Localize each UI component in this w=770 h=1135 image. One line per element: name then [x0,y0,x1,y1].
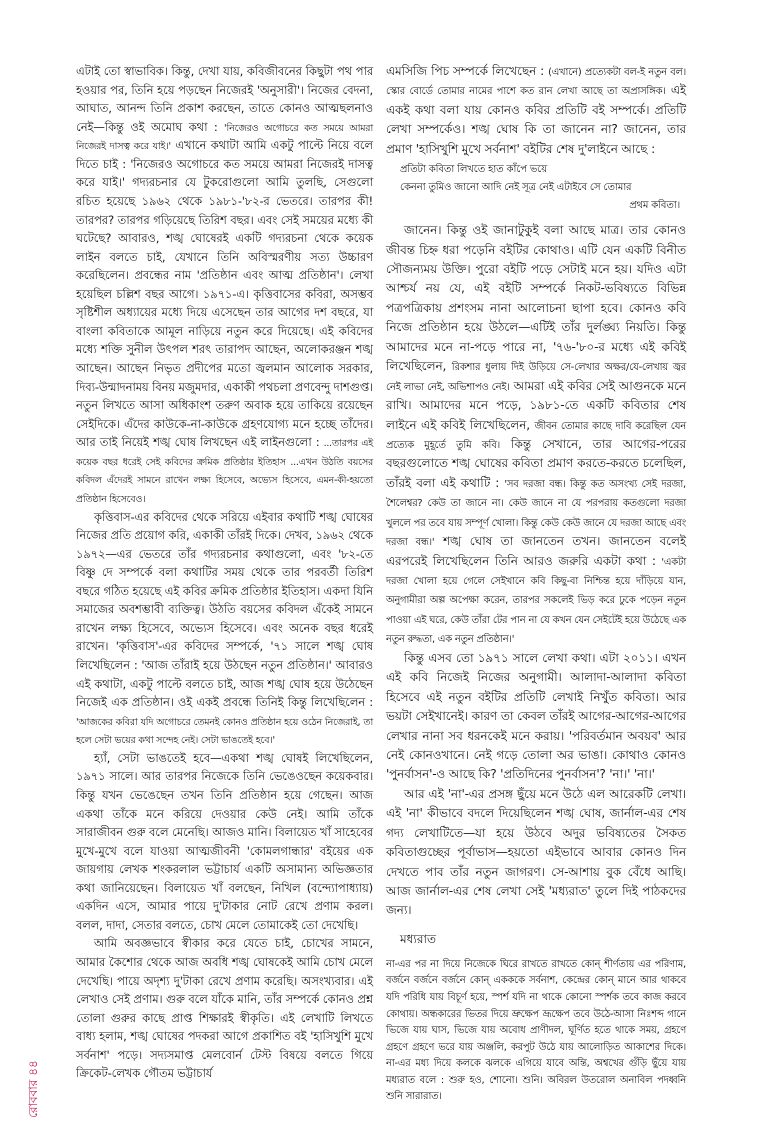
right-p1-continued: এই একই কথা বলা যায় কোনও কবির প্রতিটি বই সম্পর্কে। প্রতিটি লেখা সম্পর্কেও। শঙ্খ ঘোষ কি তা জানেন না? জানেন, তার প্রমাণ 'হাসিখুশি মুখে সর্বনাশ' বইটির শেষ দু'লাইনে আছে : [386,83,686,156]
left-p1-quote: 'নিজেরও অগোচরে কত সময়ে আমরা নিজেরই দাসত্ব করে যাই।' [76,122,373,153]
right-p2-text: জানেন। কিন্তু ওই জানাটুকুই বলা আছে মাত্র। তার কোনও জীবন্ত চিহ্ন ধরা পড়েনি বইটির কোথাও। এটি যেন একটি বিনীত সৌজন্যময় উক্তি। পুরো বইটি পড়ে সেটাই মনে হয়। যদিও এটা আশ্চর্য নয় যে, এই বইটি সম্পর্কে নিকট-ভবিষ্যতে বিভিন্ন পত্রপত্রিকায় প্রশংসম নানা আলোচনা ছাপা হবে। কোনও কবি নিজে প্রতিষ্ঠান হয়ে উঠলে—এটিই তাঁর দুর্লঙ্ঘ্য নিয়তি। কিন্তু আমাদের মনে না-পড়ে পারে না, '৭৬-'৮০-র মধ্যে এই কবিই লিখেছিলেন, [386,223,686,374]
right-p2-continued-2: কিন্তু সেখানে, তার আগের-পরের বছরগুলোতে শঙ্খ ঘোষের কবিতা প্রমাণ করতে-করতে চলেছিল, তাঁরই বলা এই কথাটি : [386,436,686,490]
left-p2-text: কৃত্তিবাস-এর কবিদের থেকে সরিয়ে এইবার কথাটি শঙ্খ ঘোষের নিজের প্রতি প্রয়োগ করি, একাকী তাঁরই দিকে। দেখব, ১৯৬২ থেকে ১৯৭২—এর ভেতরে তাঁর গদ্যরচনার কথাগুলো, এবং '৮২-তে বিষ্ণু দে সম্পর্কে বলা কথাটির সময় থেকে তার পরবর্তী তিরিশ বছরে গঠিত হয়েছে এই কবির ক্রমিক প্রতিষ্ঠার ইতিহাস। একদা যিনি সমাজের অবশম্ভাবী ব্যক্তিত্ব। উঠতি বয়সের কবিদল এঁকেই সামনে রাখেন লক্ষ্য হিসেবে, অভ্যেস হিসেবে। এবং অনেক বছর ধরেই রাখেন। 'কৃত্তিবাস'-এর কবিদের সম্পর্কে, '৭১ সালে শঙ্খ ঘোষ লিখেছিলেন : 'আজ তাঁরাই হয়ে উঠছেন নতুন প্রতিষ্ঠান।' আবারও এই কথাটা, একটু পাল্টে বলতে চাই, আজ শঙ্খ ঘোষ হয়ে উঠেছেন নিজেই এক প্রতিষ্ঠান। ওই একই প্রবন্ধে তিনিই কিন্তু লিখেছিলেন : [76,509,373,710]
right-paragraph-2 [386,221,686,649]
right-p2-quote-2: জীবন তোমার কাছে দাবি করেছিল যেন প্রত্যেক মুহূর্তে তুমি কবি। [386,420,686,451]
folio-label: রোববার ৪৪ [26,1060,40,1118]
right-p2-quote: রিকশার ধুলায় দিই উড়িয়ে সে-লেখার অক্ষর/যে-লেখায় জ্বর নেই লাভা নেই, অভিশাপও নেই। [386,362,686,393]
quoted-verse [400,161,686,215]
right-p2-quote-4: 'একটা দরজা খোলা হয়ে গেলে সেইখানে কবি কিছু-বা নিশ্চিন্ত হয়ে দাঁড়িয়ে যান, অনুগামীরা অল্প অপেক্ষা করেন, তারপর সকলেই ভিড় করে ঢুকে পড়েন নতুন পাওয়া এই ঘরে, কেউ তাঁরা টের পান না যে কখন যেন সেইটেই হয়ে উঠেছে এক নতুন রুদ্ধতা, এক নতুন প্রতিষ্ঠান।' [386,556,686,646]
left-paragraph-4: আমি অবজ্ঞভাবে স্বীকার করে যেতে চাই, চোখের সামনে, আমার কৈশোর থেকে আজ অবধি শঙ্খ ঘোষকেই আমি চোখ মেলে দেখেছি। পায়ে অদৃশ্য দু'টাকা রেখে প্রণাম করেছি। অসংখ্যবার। এই লেখাও সেই প্রণাম। গুরু বলে যাঁকে মানি, তাঁর সম্পর্কে কোনও প্রশ্ন তোলা গুরুর কাছে প্রাপ্ত শিক্ষারই স্বীকৃতি। এই লেখাটি লিখতে বাধ্য হলাম, শঙ্খ ঘোষের পদকরা আগে প্রকাশিত বই 'হাসিখুশি মুখে সর্বনাশ' পড়ে। সদ্যসমাপ্ত মেলবোর্ন টেস্ট বিষয়ে বলতে গিয়ে ক্রিকেট-লেখক গৌতম ভট্টাচার্য [76,936,373,1081]
right-paragraph-1 [386,62,686,159]
left-column [76,62,373,1083]
right-p2-continued-3: শঙ্খ ঘোষ তা জানতেন তখন। জানতেন বলেই এরপরেই লিখেছিলেন তিনি আরও জরুরি একটা কথা : [386,534,687,568]
poem-heading: মধ্যরাত [400,931,436,946]
right-p1-quote: (এখানে) প্রত্যেকটা বল-ই নতুন বল। স্কোর বোর্ডে তোমার নামের পাশে কত রান লেখা আছে তা অপ্রাসঙ্গিক। [386,67,686,98]
left-paragraph-2 [76,508,373,749]
page-folio [22,1040,42,1120]
folio-svg [22,1040,42,1120]
right-paragraph-3: কিন্তু এসব তো ১৯৭১ সালে লেখা কথা। এটা ২০১১। এখন এই কবি নিজেই নিজের অনুগামী। আলাদা-আলাদা কবিতা হিসেবে এই নতুন বইটির প্রতিটি লেখাই নিখুঁত কবিতা। আর ভয়টা সেইখানেই। কারণ তা কেবল তাঁরই আগের-আগের-আগের লেখার নানা সব ধরনকেই মনে করায়। 'পরিবর্তমান অবয়ব' আর নেই কোনওখানে। নেই গড়ে তোলা অর ভাঙা। কোথাও কোনও 'পুনর্বাসন'-ও আছে কি? 'প্রতিদিনের পুনর্বাসন'? 'না।' 'না।' [386,650,686,782]
left-p1-text: এটাই তো স্বাভাবিক। কিন্তু, দেখা যায়, কবিজীবনের কিছুটা পথ পার হওয়ার পর, তিনি হয়ে পড়ছেন নিজেরই 'অনুসারী'। নিজের বেদনা, আঘাত, আনন্দ তিনি প্রকাশ করছেন, তাতে কোনও আত্মছলনাও নেই—কিন্তু ওই অমোঘ কথা : [76,64,373,134]
right-p1-text: এমসিজি পিচ সম্পর্কে লিখেছেন : [386,64,545,78]
verse-line-3: প্রথম কবিতা। [629,200,680,212]
left-paragraph-1 [76,62,373,508]
verse-line-2: কেননা তুমিও জানো আদি নেই সূত্র নেই এটাইবে সে তোমার [400,182,632,194]
left-p2-quote: 'আজকের কবিরা যদি অগোচরে তেমনই কোনও প্রতিষ্ঠান হয়ে ওঠেন নিজেরাই, তা হলে সেটা ভয়ের কথা সন্দেহ নেই। সেটা ভাঙতেই হবে।' [76,716,373,747]
right-p2-continued: আমরা এই কবির সেই আগুনকে মনে রাখি। আমাদের মনে পড়ে, ১৯৮১-তে একটি কবিতার শেষ লাইনে এই কবিই লিখেছিলেন, [386,378,687,432]
right-p2-quote-3: 'সব দরজা বন্ধ। কিন্তু কত অসংখ্য সেই দরজা, শৈলেশ্বর? কেউ তা জানে না। কেউ জানে না যে পরপরায় কতগুলো দরজা খুললে পর তবে যায় সম্পূর্ণ খোলা। কিন্তু কেউ কেউ জানে যে দরজা আছে এবং দরজা বন্ধ।' [386,478,686,549]
prose-poem: না-এর পর না দিয়ে নিজেকে ঘিরে রাখতে রাখতে কোন্ শীর্ণতায় এর পরিণাম, বর্জনে বর্জনে বর্জনে কোন্ একককে সর্বনাশ, কেন্দ্রের কোন্ মানে আর থাকবে যদি পরিধি যায় বিচূর্ণ হয়ে, স্পর্শ যদি না থাকে কোনো স্পর্শক তবে কাজ করবে কোথায়। অন্ধকারের ভিতর দিয়ে ভ্রুক্ষেপ ভ্রূক্ষেপ তবে উঠে-আসা নিঃশব্দ গানে ভিজে যায় ঘাস, ভিজে যায় অবোধ প্রাণীদল, ঘূর্ণিত হতে থাকে সময়, গ্রহণে গ্রহণে গ্রহণে ভরে যায় অঞ্জলি, করপুট উঠে যায় আলোড়িত আকাশের দিকে। না-এর মধ্য দিয়ে কলকে ঝলকে এগিয়ে যাবে অন্তি, অশ্বখের গুঁড়ি ছুঁয়ে যায় মধ্যরাত বলে : শুরু হও, শোনো। শুনি। অবিরল উতরোল অনাবিল পদধ্বনি শুনি সারারাত। [386,958,686,1103]
left-p1-continued: এখানে কথাটা আমি একটু পাল্টে নিয়ে বলে দিতে চাই : 'নিজেরও অগোচরে কত সময়ে আমরা নিজেরই দাসত্ব করে যাই।' গদ্যরচনার যে টুকরোগুলো আমি তুলছি, সেগুলো রচিত হয়েছে ১৯৬২ থেকে ১৯৮১-'৮২-র ভেতরে। তারপর কী! তারপর? তারপর গড়িয়েছে তিরিশ বছর। এবং সেই সময়ের মধ্যে কী ঘটেছে? আবারও, শঙ্খ ঘোষেরই একটি গদ্যরচনা থেকে কয়েক লাইন বলতে চাই, যেখানে তিনি অবিস্মরণীয় সত্য উচ্চারণ করেছিলেন। প্রবন্ধের নাম 'প্রতিষ্ঠান এবং আত্ম প্রতিষ্ঠান'। লেখা হয়েছিল চল্লিশ বছর আগে। ১৯৭১-এ। কৃত্তিবাসের কবিরা, অসম্ভব সৃষ্টিশীল অধ্যায়ের মধ্যে দিয়ে এসেছেন তার আগের দশ বছরে, যা বাংলা কবিতাকে আমূল নাড়িয়ে নতুন করে দিয়েছে। এই কবিদের মধ্যে শক্তি সুনীল উৎপল শরৎ তারাপদ আছেন, অলোকরঞ্জন শঙ্খ আছেন। আছেন নিভৃত প্রদীপের মতো জ্বলমান আলোক সরকার, দিব্য-উন্মাদনাময় বিনয় মজুমদার, একাকী পথচলা প্রণবেন্দু দাশগুপ্ত। নতুন লিখতে আসা অধিকাংশ তরুণ অবাক হয়ে তাকিয়ে রয়েছেন সেইদিকে। এঁদের কাউকে-না-কাউকে গ্রহণযোগ্য মনে হচ্ছে তাঁদের। আর তাই নিয়েই শঙ্খ ঘোষ লিখছেন এই লাইনগুলো : [76,138,374,450]
right-paragraph-4: আর এই 'না'-এর প্রসঙ্গ ছুঁয়ে মনে উঠে এল আরেকটি লেখা। এই 'না' কীভাবে বদলে দিয়েছিলেন শঙ্খ ঘোষ, জার্নাল-এর শেষ গদ্য লেখাটিতে—যা হয়ে উঠবে অদুর ভবিষ্যতের সৈকত কবিতাগুচ্ছের পূর্বাভাস—হয়তো এইভাবে আবার কোনও দিন দেখতে পাব তাঁর নতুন জাগরণ। সে-আশায় বুক বেঁধে আছি। আজ জার্নাল-এর শেষ লেখা সেই 'মধ্যরাত' তুলে দিই পাঠকদের জন্য। [386,786,686,918]
left-paragraph-3: হ্যাঁ, সেটা ভাঙতেই হবে—একথা শঙ্খ ঘোষই লিখেছিলেন, ১৯৭১ সালে। আর তারপর নিজেকে তিনি ভেঙেওছেন কয়েকবার। কিন্তু যখন ভেঙেছেন তখন তিনি প্রতিষ্ঠান হয়ে গেছেন। আজ একথা তাঁকে মনে করিয়ে দেওয়ার কেউ নেই। আমি তাঁকে সারাজীবন গুরু বলে মেনেছি। আজও মানি। বিলায়েত খাঁ সাহেবের মুখে-মুখে বলে যাওয়া আত্মজীবনী 'কোমলগান্ধার' বইয়ের এক জায়গায় লেখক শংকরলাল ভট্টাচার্য একটি অসামান্য অভিজ্ঞতার কথা জানিয়েছেন। বিলায়েত খাঁ বলছেন, নিখিল (বন্দ্যোপাধ্যায়) একদিন এসে, আমার পায়ে দু'টাকার নোট রেখে প্রণাম করল। বলল, দাদা, সেতার বলতে, চোখ মেলে তোমাকেই তো দেখেছি। [76,750,373,932]
verse-line-1: প্রতিটা কবিতা লিখতে হাত কাঁপে ভয়ে [400,164,547,176]
left-p1-quote-2: ...তারপর এই কয়েক বছর ধরেই সেই কবিদের ক্রমিক প্রতিষ্ঠার ইতিহাস ...এখন উঠতি বয়সের কবিদল এঁদেরই সামনে রাখেন লক্ষ্য হিসেবে, অভ্যেস হিসেবে, এমন-কী-হয়তো প্রতিষ্ঠান হিসেবেও। [76,438,373,505]
right-column [386,62,686,1106]
